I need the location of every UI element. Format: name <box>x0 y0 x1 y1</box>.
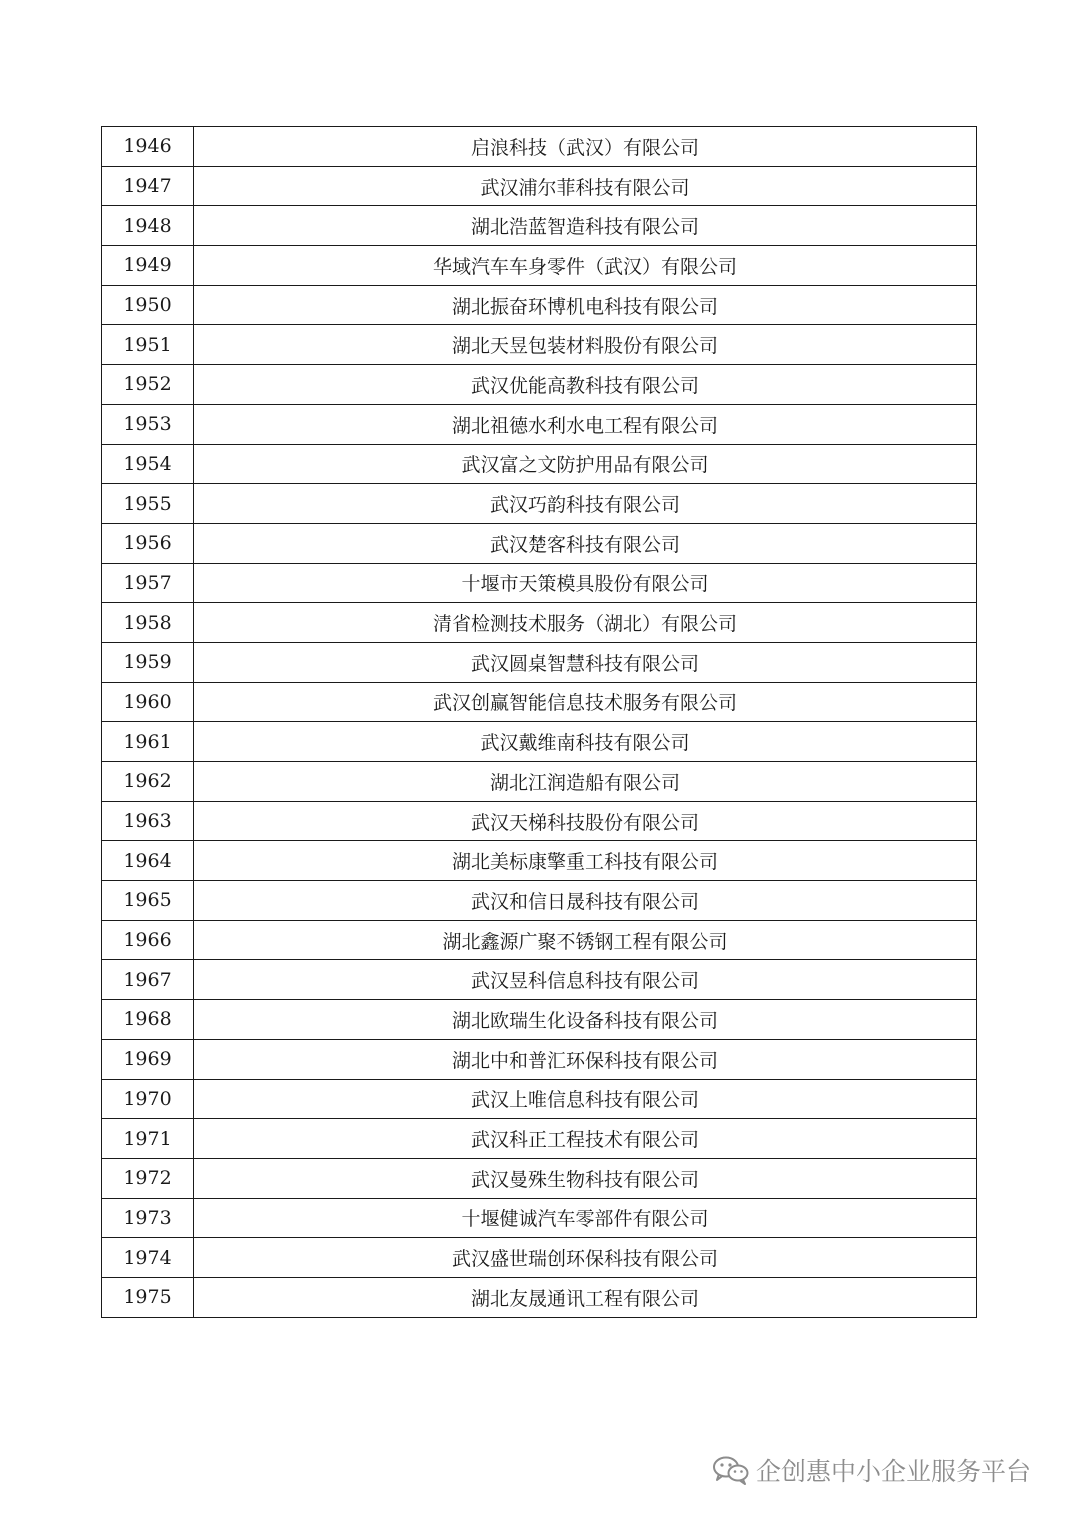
company-name: 武汉和信日晟科技有限公司 <box>194 881 977 921</box>
company-name: 武汉优能高教科技有限公司 <box>194 365 977 405</box>
table-row <box>102 960 977 1000</box>
row-number: 1962 <box>102 762 194 802</box>
company-name: 武汉浦尔菲科技有限公司 <box>194 166 977 206</box>
row-number: 1950 <box>102 285 194 325</box>
row-number: 1960 <box>102 682 194 722</box>
table-row <box>102 1079 977 1119</box>
company-name: 武汉富之文防护用品有限公司 <box>194 444 977 484</box>
table-row <box>102 1000 977 1040</box>
table-row <box>102 1198 977 1238</box>
row-number: 1974 <box>102 1238 194 1278</box>
row-number: 1948 <box>102 206 194 246</box>
row-number: 1951 <box>102 325 194 365</box>
company-list-table <box>101 126 977 1318</box>
row-number: 1971 <box>102 1119 194 1159</box>
company-name: 湖北天昱包装材料股份有限公司 <box>194 325 977 365</box>
company-name: 启浪科技（武汉）有限公司 <box>194 127 977 167</box>
row-number: 1956 <box>102 523 194 563</box>
table-row <box>102 1277 977 1317</box>
row-number: 1969 <box>102 1039 194 1079</box>
company-name: 湖北欧瑞生化设备科技有限公司 <box>194 1000 977 1040</box>
row-number: 1963 <box>102 801 194 841</box>
company-name: 十堰市天策模具股份有限公司 <box>194 563 977 603</box>
table-row <box>102 563 977 603</box>
company-name: 武汉天梯科技股份有限公司 <box>194 801 977 841</box>
table-row <box>102 325 977 365</box>
company-name: 武汉楚客科技有限公司 <box>194 523 977 563</box>
company-name: 湖北浩蓝智造科技有限公司 <box>194 206 977 246</box>
row-number: 1965 <box>102 881 194 921</box>
table-row <box>102 127 977 167</box>
table-row <box>102 206 977 246</box>
row-number: 1949 <box>102 246 194 286</box>
company-name: 武汉曼殊生物科技有限公司 <box>194 1158 977 1198</box>
table-body <box>102 127 977 1318</box>
row-number: 1967 <box>102 960 194 1000</box>
row-number: 1961 <box>102 722 194 762</box>
company-name: 湖北中和普汇环保科技有限公司 <box>194 1039 977 1079</box>
table-row <box>102 404 977 444</box>
company-name: 武汉盛世瑞创环保科技有限公司 <box>194 1238 977 1278</box>
row-number: 1975 <box>102 1277 194 1317</box>
company-name: 湖北鑫源广聚不锈钢工程有限公司 <box>194 920 977 960</box>
table-row <box>102 1039 977 1079</box>
table-row <box>102 1158 977 1198</box>
table-row <box>102 523 977 563</box>
company-name: 武汉戴维南科技有限公司 <box>194 722 977 762</box>
row-number: 1970 <box>102 1079 194 1119</box>
row-number: 1968 <box>102 1000 194 1040</box>
company-name: 武汉圆桌智慧科技有限公司 <box>194 642 977 682</box>
company-name: 武汉巧韵科技有限公司 <box>194 484 977 524</box>
table-row <box>102 642 977 682</box>
row-number: 1964 <box>102 841 194 881</box>
table-row <box>102 246 977 286</box>
row-number: 1973 <box>102 1198 194 1238</box>
table-row <box>102 920 977 960</box>
row-number: 1966 <box>102 920 194 960</box>
row-number: 1953 <box>102 404 194 444</box>
row-number: 1955 <box>102 484 194 524</box>
company-name: 湖北振奋环博机电科技有限公司 <box>194 285 977 325</box>
row-number: 1954 <box>102 444 194 484</box>
table-row <box>102 1238 977 1278</box>
table-row <box>102 484 977 524</box>
table-row <box>102 444 977 484</box>
company-name: 湖北江润造船有限公司 <box>194 762 977 802</box>
table-row <box>102 285 977 325</box>
table-row <box>102 762 977 802</box>
table-row <box>102 603 977 643</box>
row-number: 1959 <box>102 642 194 682</box>
row-number: 1972 <box>102 1158 194 1198</box>
table-row <box>102 365 977 405</box>
watermark-text: 企创惠中小企业服务平台 <box>756 1457 1032 1486</box>
company-name: 湖北美标康擎重工科技有限公司 <box>194 841 977 881</box>
table-row <box>102 682 977 722</box>
row-number: 1946 <box>102 127 194 167</box>
row-number: 1958 <box>102 603 194 643</box>
watermark <box>712 1452 1031 1488</box>
table-row <box>102 1119 977 1159</box>
company-name: 武汉昱科信息科技有限公司 <box>194 960 977 1000</box>
table-row <box>102 881 977 921</box>
row-number: 1947 <box>102 166 194 206</box>
row-number: 1957 <box>102 563 194 603</box>
company-name: 武汉创赢智能信息技术服务有限公司 <box>194 682 977 722</box>
company-name: 武汉上唯信息科技有限公司 <box>194 1079 977 1119</box>
row-number: 1952 <box>102 365 194 405</box>
table-row <box>102 166 977 206</box>
company-name: 华域汽车车身零件（武汉）有限公司 <box>194 246 977 286</box>
table-row <box>102 841 977 881</box>
company-name: 十堰健诚汽车零部件有限公司 <box>194 1198 977 1238</box>
table-row <box>102 801 977 841</box>
company-name: 湖北祖德水利水电工程有限公司 <box>194 404 977 444</box>
company-name: 湖北友晟通讯工程有限公司 <box>194 1277 977 1317</box>
wechat-icon <box>712 1455 750 1485</box>
company-name: 清省检测技术服务（湖北）有限公司 <box>194 603 977 643</box>
company-name: 武汉科正工程技术有限公司 <box>194 1119 977 1159</box>
table-row <box>102 722 977 762</box>
